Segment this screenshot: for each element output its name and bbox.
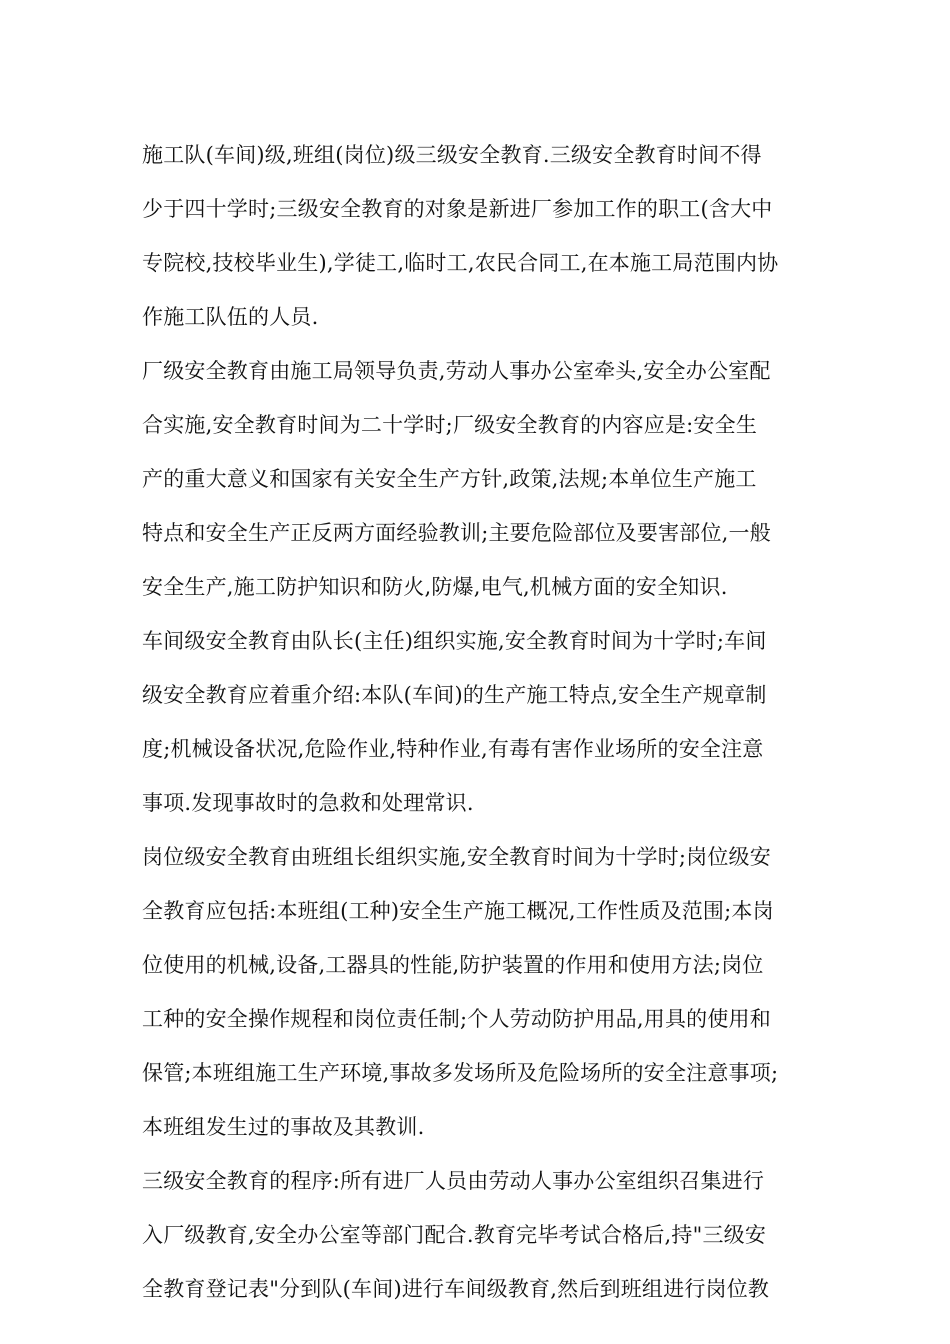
text-line: 事项.发现事故时的急救和处理常识.	[142, 791, 474, 815]
document-body	[142, 128, 814, 1316]
text-line: 特点和安全生产正反两方面经验教训;主要危险部位及要害部位,一般	[142, 521, 771, 545]
text-line: 度;机械设备状况,危险作业,特种作业,有毒有害作业场所的安全注意	[142, 737, 764, 761]
paragraph-1	[142, 128, 814, 344]
text-line: 入厂级教育,安全办公室等部门配合.教育完毕考试合格后,持"三级安	[142, 1223, 767, 1247]
paragraph-2	[142, 344, 814, 614]
text-line: 全教育应包括:本班组(工种)安全生产施工概况,工作性质及范围;本岗	[142, 899, 774, 923]
text-line: 工种的安全操作规程和岗位责任制;个人劳动防护用品,用具的使用和	[142, 1007, 771, 1031]
text-line: 本班组发生过的事故及其教训.	[142, 1115, 425, 1139]
text-line: 少于四十学时;三级安全教育的对象是新进厂参加工作的职工(含大中	[142, 197, 773, 221]
paragraph-5	[142, 1154, 814, 1316]
text-line: 专院校,技校毕业生),学徒工,临时工,农民合同工,在本施工局范围内协	[142, 251, 779, 275]
text-line: 产的重大意义和国家有关安全生产方针,政策,法规;本单位生产施工	[142, 467, 757, 491]
text-line: 作施工队伍的人员.	[142, 305, 319, 329]
text-line: 位使用的机械,设备,工器具的性能,防护装置的作用和使用方法;岗位	[142, 953, 764, 977]
text-line: 级安全教育应着重介绍:本队(车间)的生产施工特点,安全生产规章制	[142, 683, 767, 707]
text-line: 施工队(车间)级,班组(岗位)级三级安全教育.三级安全教育时间不得	[142, 143, 762, 167]
paragraph-3	[142, 614, 814, 830]
text-line: 三级安全教育的程序:所有进厂人员由劳动人事办公室组织召集进行	[142, 1169, 765, 1193]
paragraph-4	[142, 830, 814, 1154]
text-line: 保管;本班组施工生产环境,事故多发场所及危险场所的安全注意事项;	[142, 1061, 779, 1085]
text-line: 安全生产,施工防护知识和防火,防爆,电气,机械方面的安全知识.	[142, 575, 728, 599]
text-line: 车间级安全教育由队长(主任)组织实施,安全教育时间为十学时;车间	[142, 629, 767, 653]
text-line: 厂级安全教育由施工局领导负责,劳动人事办公室牵头,安全办公室配	[142, 359, 771, 383]
text-line: 合实施,安全教育时间为二十学时;厂级安全教育的内容应是:安全生	[142, 413, 758, 437]
text-line: 岗位级安全教育由班组长组织实施,安全教育时间为十学时;岗位级安	[142, 845, 771, 869]
text-line: 全教育登记表"分到队(车间)进行车间级教育,然后到班组进行岗位教	[142, 1277, 770, 1301]
